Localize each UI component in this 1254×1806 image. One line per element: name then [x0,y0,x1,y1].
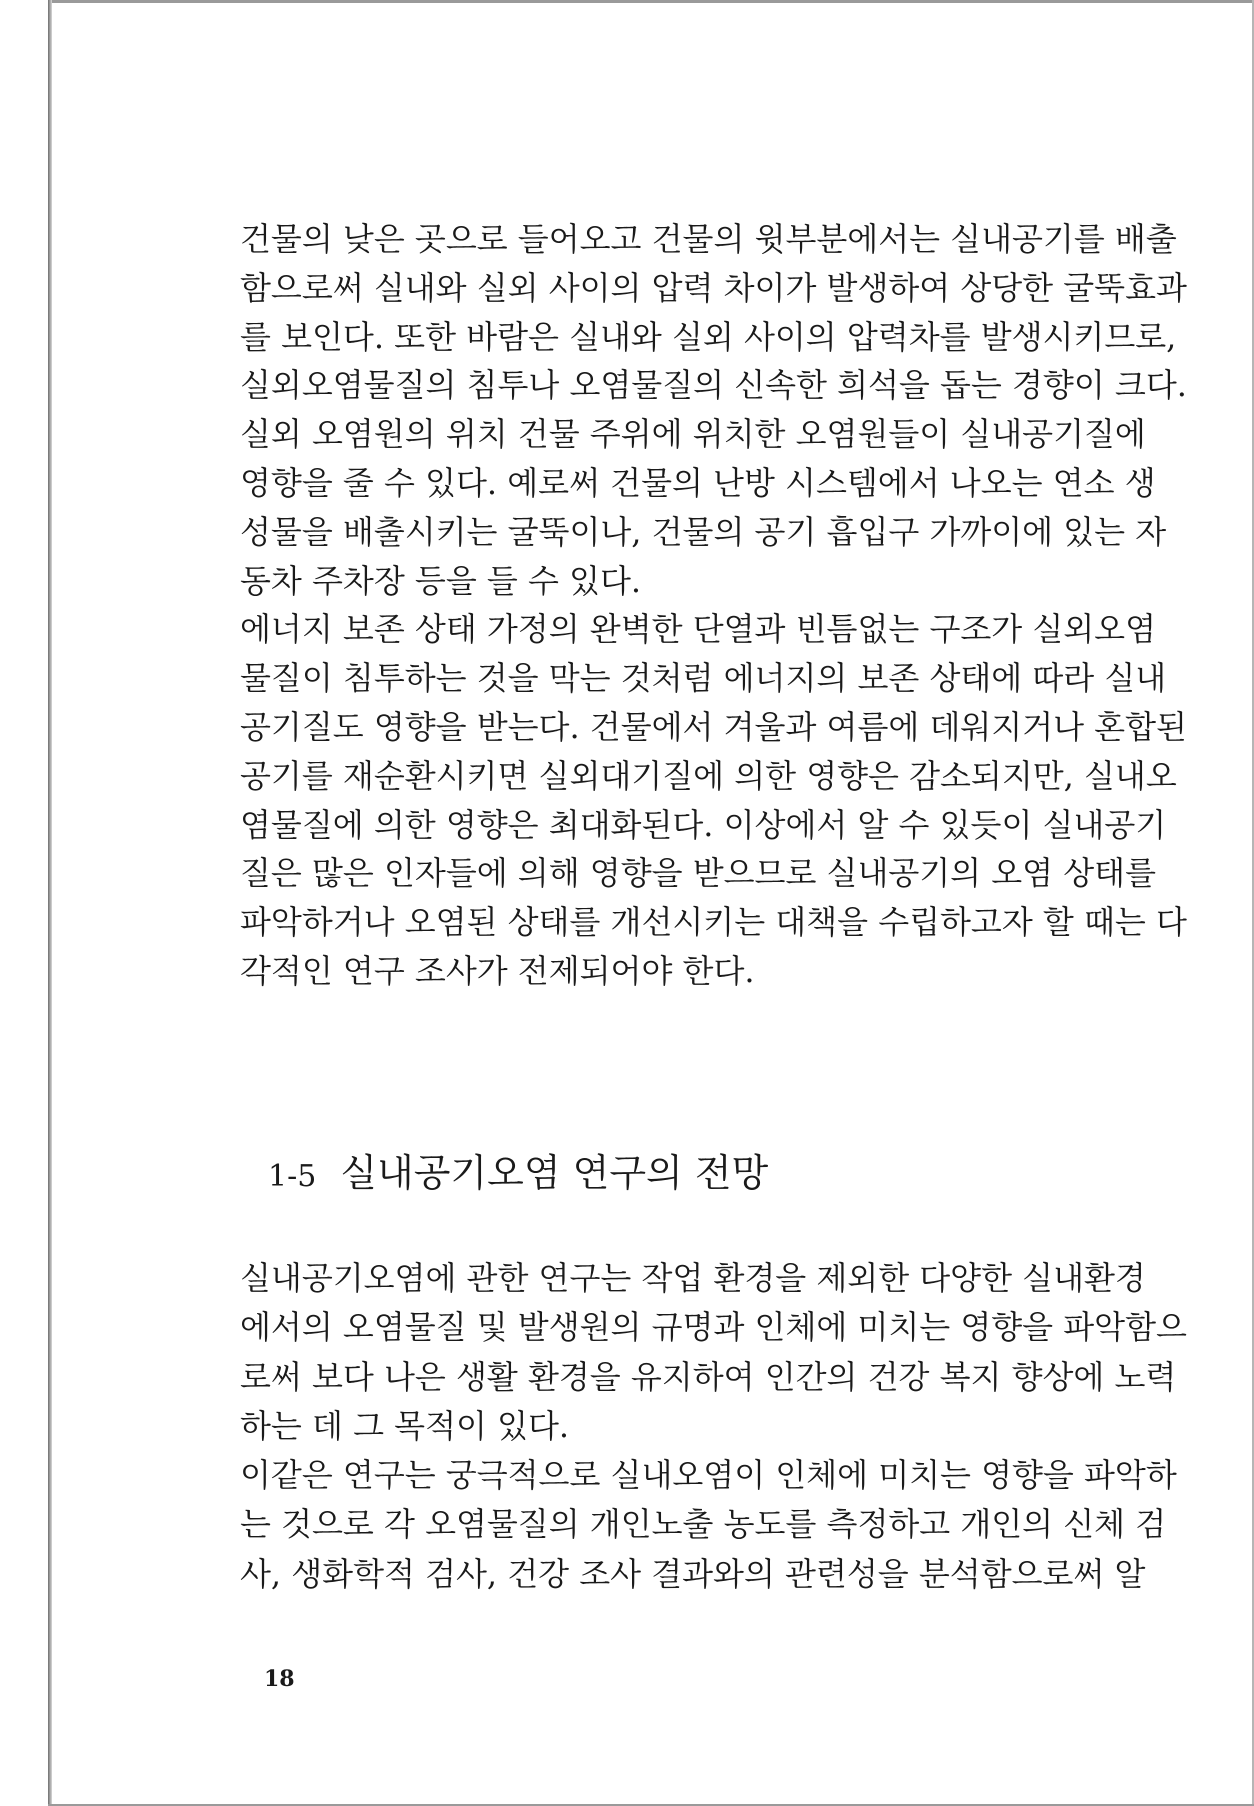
page-number: 18 [264,1666,295,1692]
text-line: 건물의 낮은 곳으로 들어오고 건물의 윗부분에서는 실내공기를 배출 [240,220,1177,258]
text-line: 파악하거나 오염된 상태를 개선시키는 대책을 수립하고자 할 때는 다 [240,903,1187,942]
text-line: 실외 오염원의 위치 건물 주위에 위치한 오염원들이 실내공기질에 [240,415,1146,454]
page-edge [48,0,1254,3]
text-line: 물질이 침투하는 것을 막는 것처럼 에너지의 보존 상태에 따라 실내 [240,659,1167,698]
text-line: 하는 데 그 목적이 있다. [240,1406,570,1445]
section-number: 1-5 [268,1159,317,1194]
text-line: 영향을 줄 수 있다. 예로써 건물의 난방 시스템에서 나오는 연소 생 [240,463,1156,502]
text-line: 성물을 배출시키는 굴뚝이나, 건물의 공기 흡입구 가까이에 있는 자 [240,512,1167,551]
text-line: 질은 많은 인자들에 의해 영향을 받으므로 실내공기의 오염 상태를 [240,854,1157,893]
text-line: 로써 보다 나은 생활 환경을 유지하여 인간의 건강 복지 향상에 노력 [240,1357,1177,1396]
text-line: 함으로써 실내와 실외 사이의 압력 차이가 발생하여 상당한 굴뚝효과 [240,268,1187,307]
text-line: 공기를 재순환시키면 실외대기질에 의한 영향은 감소되지만, 실내오 [240,756,1177,795]
text-line: 실외오염물질의 침투나 오염물질의 신속한 희석을 돕는 경향이 크다. [240,366,1187,405]
body-paragraphs [240,215,1187,996]
page-binding-shadow [48,0,52,1806]
text-line: 공기질도 영향을 받는다. 건물에서 겨울과 여름에 데워지거나 혼합된 [240,707,1187,746]
text-line: 각적인 연구 조사가 전제되어야 한다. [240,951,755,990]
section-heading [268,1148,768,1202]
text-line: 염물질에 의한 영향은 최대화된다. 이상에서 알 수 있듯이 실내공기 [240,805,1167,844]
section-paragraphs [240,1254,1187,1599]
text-line: 사, 생화학적 검사, 건강 조사 결과와의 관련성을 분석함으로써 알 [240,1554,1146,1593]
text-line: 실내공기오염에 관한 연구는 작업 환경을 제외한 다양한 실내환경 [240,1259,1146,1297]
text-line: 이같은 연구는 궁극적으로 실내오염이 인체에 미치는 영향을 파악하 [240,1456,1177,1495]
text-line: 에서의 오염물질 및 발생원의 규명과 인체에 미치는 영향을 파악함으 [240,1308,1187,1347]
text-line: 를 보인다. 또한 바람은 실내와 실외 사이의 압력차를 발생시키므로, [240,317,1177,356]
text-line: 는 것으로 각 오염물질의 개인노출 농도를 측정하고 개인의 신체 검 [240,1505,1167,1544]
text-line: 에너지 보존 상태 가정의 완벽한 단열과 빈틈없는 구조가 실외오염 [240,610,1157,649]
text-line: 동차 주차장 등을 들 수 있다. [240,561,642,600]
section-title: 실내공기오염 연구의 전망 [340,1151,769,1195]
